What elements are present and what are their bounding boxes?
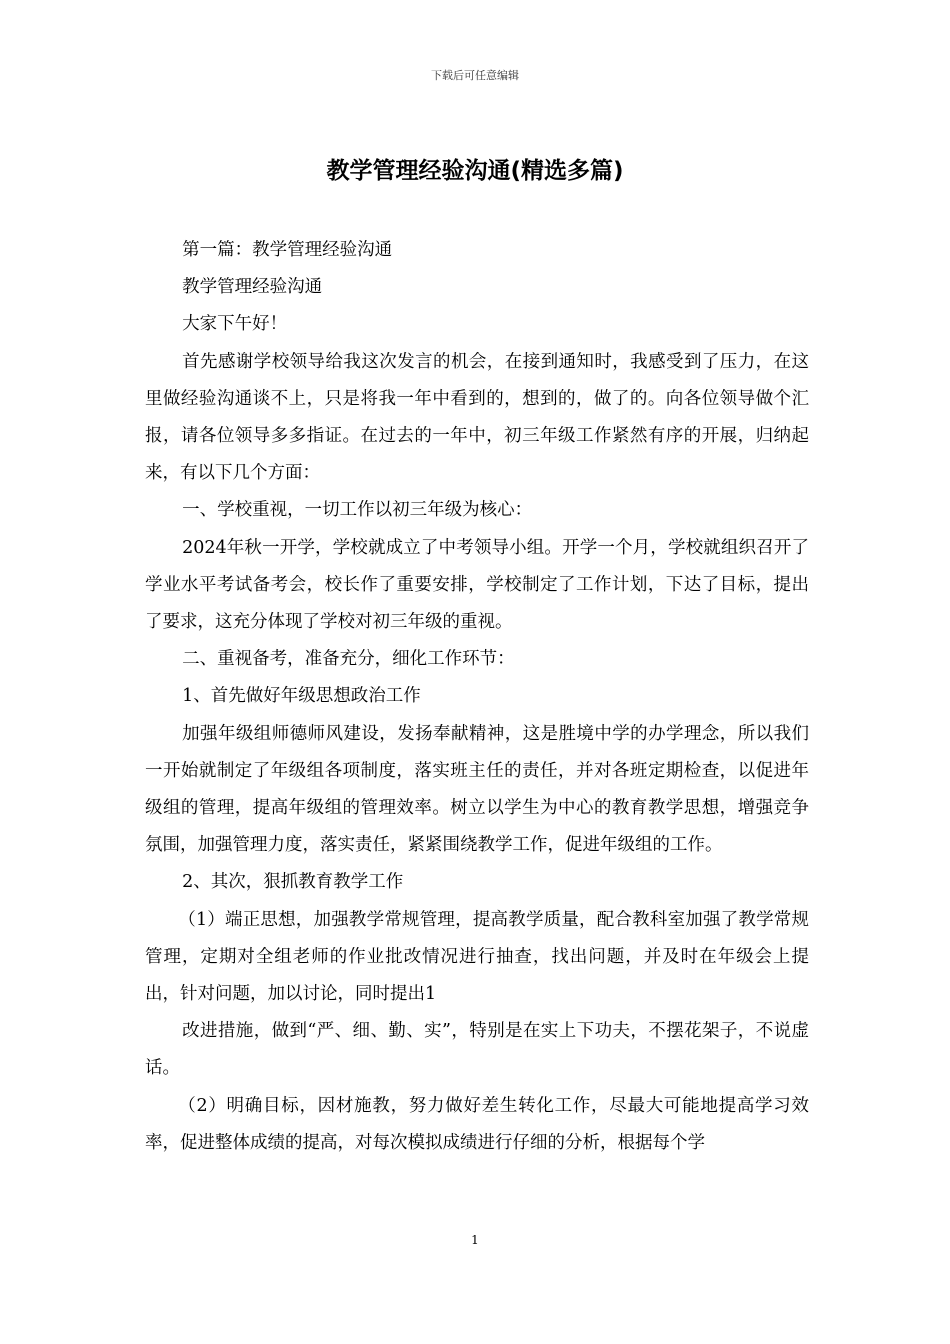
speech-title: 教学管理经验沟通 — [182, 277, 323, 298]
document-body — [145, 232, 809, 1162]
subheading: 2、其次，狠抓教育教学工作 — [182, 872, 404, 893]
subheading: 1、首先做好年级思想政治工作 — [182, 686, 421, 707]
body-paragraph: 加强年级组师德师风建设，发扬奉献精神，这是胜境中学的办学理念，所以我们一开始就制定了年级组各项制度，落实班主任的责任，并对各班定期检查，以促进年级组的管理，提高年级组的管理效率。树立以学生为中心的教育教学思想，增强竞争氛围，加强管理力度，落实责任，紧紧围绕教学工作，促进年级组的工作。 — [145, 723, 809, 856]
body-paragraph: （2）明确目标，因材施教，努力做好差生转化工作，尽最大可能地提高学习效率，促进整体成绩的提高，对每次模拟成绩进行仔细的分析，根据每个学 — [145, 1095, 809, 1153]
subheading: 一、学校重视，一切工作以初三年级为核心： — [182, 500, 533, 521]
document-title: 教学管理经验沟通(精选多篇) — [326, 158, 624, 184]
greeting: 大家下午好！ — [182, 314, 288, 335]
body-paragraph: 2024年秋一开学，学校就成立了中考领导小组。开学一个月，学校就组织召开了学业水平考试备考会，校长作了重要安排，学校制定了工作计划，下达了目标，提出了要求，这充分体现了学校对初三年级的重视。 — [145, 537, 809, 633]
subheading: 二、重视备考，准备充分，细化工作环节： — [182, 649, 515, 670]
page-number: 1 — [471, 1233, 479, 1247]
body-paragraph: （1）端正思想，加强教学常规管理，提高教学质量，配合教科室加强了教学常规管理，定期对全组老师的作业批改情况进行抽查，找出问题，并及时在年级会上提出，针对问题，加以讨论，同时提出1 — [145, 909, 809, 1005]
body-paragraph: 首先感谢学校领导给我这次发言的机会，在接到通知时，我感受到了压力，在这里做经验沟通谈不上，只是将我一年中看到的，想到的，做了的。向各位领导做个汇报，请各位领导多多指证。在过去的一年中，初三年级工作紧然有序的开展，归纳起来，有以下几个方面： — [145, 351, 809, 484]
section-heading: 第一篇：教学管理经验沟通 — [182, 240, 393, 260]
body-paragraph: 改进措施，做到“严、细、勤、实”，特别是在实上下功夫，不摆花架子，不说虚话。 — [145, 1021, 809, 1079]
header-note: 下载后可任意编辑 — [431, 69, 519, 82]
